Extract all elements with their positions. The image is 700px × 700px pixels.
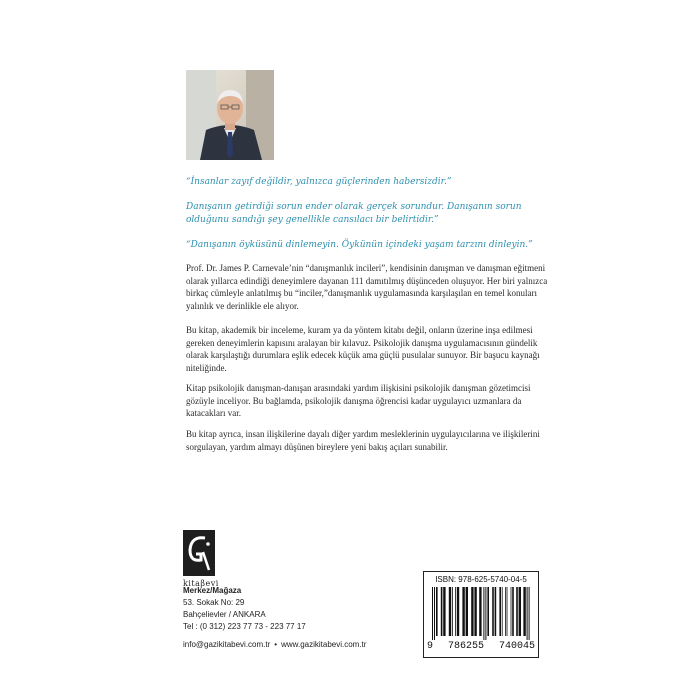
quote-1: “İnsanlar zayıf değildir, yalnızca güçlerinden habersizdir.” [186,177,452,187]
barcode-bar [434,587,435,640]
barcode-bar [474,587,476,636]
barcode-bar [457,587,459,636]
barcode-bar [471,587,473,636]
barcode-bar [507,587,508,636]
publisher-logo-word: kitaβevi [183,579,219,588]
address-line-2: Bahçelievler / ANKARA [183,610,266,619]
barcode-bar [455,587,456,636]
barcode-bar [483,587,484,640]
barcode-bar [449,587,451,636]
publisher-logo-mark [183,530,215,576]
barcode-bar [499,587,501,636]
barcode-bar [487,587,489,636]
ean-first-digit: 9 [427,641,434,652]
barcode-bar [452,587,453,636]
ean-digits [424,641,538,652]
barcode-bar [432,587,433,640]
author-portrait-image [186,70,274,160]
barcode-bar [512,587,514,636]
barcode-bar [505,587,506,636]
description-paragraph-1: Prof. Dr. James P. Carnevale’nin “danışmanlık incileri”, kendisinin danışman ve danışman eğitmeni olarak yıllarca edindiği deneyimlere dayanan 111 damıtılmış düşünceden oluşuyor. Her biri yalnızca birkaç cümleyle anlatılmış bu “inciler,”danışmanlık uygulamasında karşılaşılan en temel konuları yalınlık ve derinlikle ele alıyor. [186,263,548,311]
barcode-bar [519,587,521,636]
quote-3: “Danışanın öyküsünü dinlemeyin. Öykünün içindeki yaşam tarzını dinleyin.” [186,240,533,250]
isbn-barcode [423,571,539,658]
description-paragraph-4: Bu kitap ayrıca, insan ilişkilerine dayalı diğer yardım mesleklerinin uygulayıcılarına ve ilişkilerini sorgulayan, yardım almayı düşünen bireylere yeni bakış açıları sunabilir. [186,429,540,452]
barcode-bar [511,587,512,636]
publisher-contact [183,640,366,649]
barcode-bar [492,587,494,636]
barcode-bars [431,587,531,640]
contact-separator: • [274,640,278,649]
barcode-bar [495,587,497,636]
author-photo [186,70,274,160]
ean-group-1: 786255 [447,641,484,652]
barcode-bar [502,587,503,636]
description-paragraph-2: Bu kitap, akademik bir inceleme, kuram ya da yöntem kitabı değil, onların üzerine inşa edilmesi gereken deneyimlerin kapısını aralayan bir kılavuz. Psikolojik danışma uygulamacısının gündelik olarak karşılaştığı durumlara eşlik edecek küçük ama güçlü pusulalar sunuyor. Bir başucu kaynağı niteliğinde. [186,325,540,373]
publisher-website: www.gazikitabevi.com.tr [281,640,367,649]
ean-group-2: 740045 [498,641,535,652]
barcode-bar [516,587,518,636]
barcode-bar [441,587,443,636]
barcode-bar [523,587,525,636]
barcode-bar [443,587,445,636]
address-phone: Tel : (0 312) 223 77 73 - 223 77 17 [183,622,306,631]
address-line-1: 53. Sokak No: 29 [183,598,245,607]
barcode-bar [529,587,530,640]
quote-2: Danışanın getirdiği sorun ender olarak gerçek sorundur. Danışanın sorun olduğunu sandığı şey genellikle cansılacı bir belirtidir.” [186,202,522,225]
barcode-bar [479,587,481,636]
isbn-label: ISBN: 978-625-5740-04-5 [435,575,527,584]
description-paragraph-3: Kitap psikolojik danışman-danışan arasındaki yardım ilişkisini psikolojik danışman gözetimcisi gözüyle inceliyor. Bu bağlamda, psikolojik danışma öğrencisi kadar uygulayıcı uzmanlara da katacakları var. [186,383,531,419]
publisher-monogram-icon [183,530,215,576]
publisher-email: info@gazikitabevi.com.tr [183,640,271,649]
barcode-bar [466,587,468,636]
barcode-bar [436,587,438,636]
barcode-bar [462,587,464,636]
barcode-bar [485,587,486,640]
barcode-bar [527,587,528,640]
address-title: Merkez/Mağaza [183,586,242,595]
